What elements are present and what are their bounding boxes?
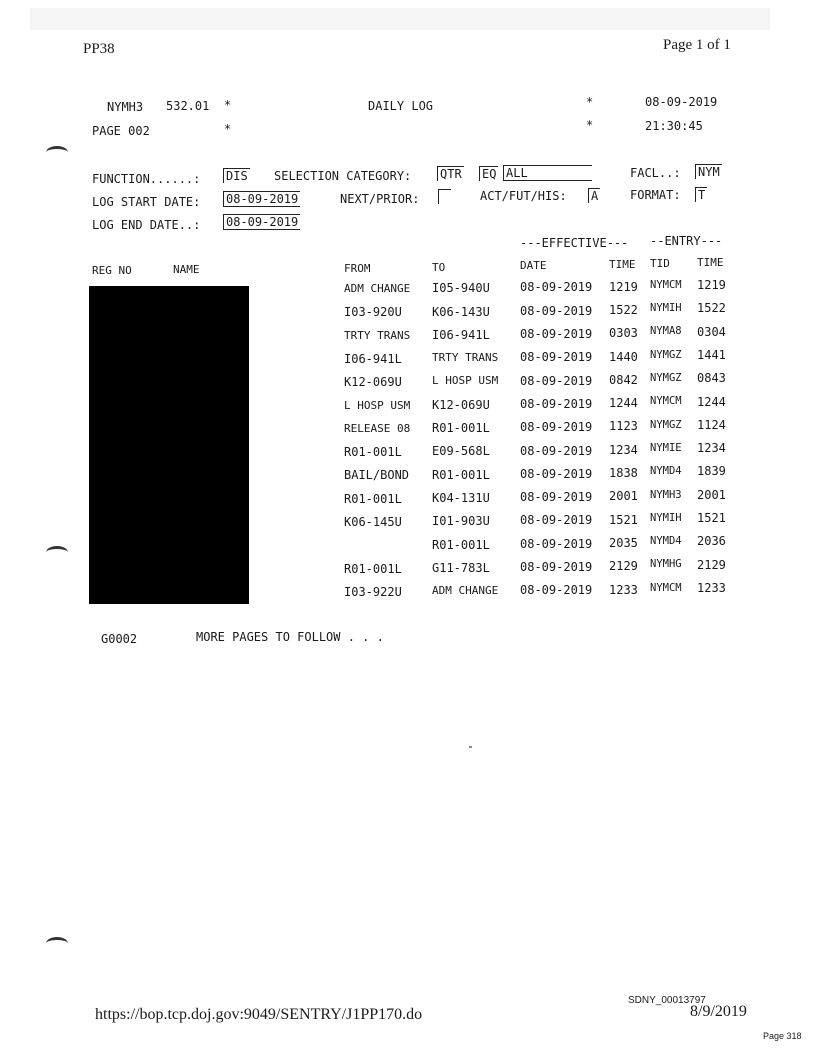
header-star: * (224, 98, 232, 112)
log-title: DAILY LOG (368, 99, 434, 113)
row-date: 08-09-2019 (520, 350, 593, 365)
header-star: * (586, 118, 594, 132)
row-to: K12-069U (432, 397, 490, 412)
row-tid: NYMCM (650, 581, 682, 594)
more-pages-message: MORE PAGES TO FOLLOW . . . (196, 630, 384, 644)
row-date: 08-09-2019 (520, 513, 593, 528)
row-to: I01-903U (432, 514, 490, 529)
row-from: I06-941L (344, 351, 402, 366)
row-entry-time: 1124 (697, 417, 726, 432)
row-from: TRTY TRANS (344, 328, 411, 342)
row-date: 08-09-2019 (520, 327, 593, 341)
row-entry-time: 0843 (697, 371, 726, 386)
punch-hole-middle (46, 546, 68, 559)
row-date: 08-09-2019 (520, 303, 593, 318)
format-label: FORMAT: (630, 188, 681, 202)
scan-speck (469, 746, 472, 748)
row-effective-time: 2035 (609, 535, 638, 550)
bates-number: SDNY_00013797 (628, 995, 706, 1006)
row-date: 08-09-2019 (520, 560, 593, 574)
punch-hole-bottom (46, 937, 68, 950)
row-effective-time: 1234 (609, 442, 638, 457)
row-entry-time: 1441 (697, 347, 726, 362)
row-from: I03-920U (344, 305, 402, 320)
row-date: 08-09-2019 (520, 420, 593, 435)
column-header-reg-no: REG NO (92, 264, 132, 277)
row-to: G11-783L (432, 560, 490, 575)
row-tid: NYMD4 (650, 535, 682, 548)
row-tid: NYMHG (650, 558, 682, 571)
row-effective-time: 1219 (609, 279, 638, 294)
row-from: R01-001L (344, 491, 402, 506)
row-entry-time: 1522 (697, 301, 726, 316)
row-effective-time: 0842 (609, 372, 638, 387)
column-header-from: FROM (344, 262, 371, 275)
footer-code: G0002 (101, 632, 138, 646)
row-to: TRTY TRANS (432, 351, 499, 365)
header-star: * (224, 122, 232, 136)
row-to: ADM CHANGE (432, 584, 499, 598)
format-field[interactable]: T (695, 187, 707, 202)
row-effective-time: 1521 (609, 512, 638, 527)
system-id: NYMH3 (107, 100, 144, 114)
value-field[interactable]: ALL (503, 165, 592, 181)
row-from: I03-922U (344, 584, 402, 599)
row-to: K04-131U (432, 490, 490, 505)
column-header-name: NAME (173, 263, 200, 276)
row-effective-time: 2129 (609, 559, 638, 574)
log-end-date-label: LOG END DATE..: (92, 218, 201, 232)
row-tid: NYMD4 (650, 465, 682, 478)
row-entry-time: 1233 (697, 580, 726, 595)
row-effective-time: 2001 (609, 489, 638, 504)
row-to: E09-568L (432, 444, 490, 459)
column-header-to: TO (432, 261, 446, 274)
row-to: I06-941L (432, 327, 490, 342)
page-stamp: Page 318 (763, 1031, 802, 1041)
act-fut-his-label: ACT/FUT/HIS: (480, 189, 567, 203)
header-time: 21:30:45 (645, 119, 703, 133)
row-to: I05-940U (432, 281, 490, 296)
row-tid: NYMGZ (650, 418, 682, 431)
row-tid: NYMGZ (650, 372, 682, 384)
log-end-date-field[interactable]: 08-09-2019 (223, 214, 300, 230)
scan-artifact (30, 8, 770, 30)
row-date: 08-09-2019 (520, 490, 593, 505)
row-effective-time: 1838 (609, 466, 638, 480)
column-header-date: DATE (520, 259, 547, 272)
row-entry-time: 1234 (697, 441, 726, 456)
row-from: K06-145U (344, 515, 402, 529)
row-entry-time: 1521 (697, 511, 726, 525)
column-header-entry-time: TIME (697, 256, 724, 269)
row-date: 08-09-2019 (520, 280, 593, 295)
row-tid: NYMIH (650, 302, 682, 315)
entry-group-header: --ENTRY--- (650, 234, 723, 248)
row-from: BAIL/BOND (344, 468, 410, 483)
print-date: 8/9/2019 (690, 1003, 747, 1020)
row-entry-time: 2001 (697, 487, 726, 502)
selection-category-label: SELECTION CATEGORY: (274, 169, 412, 183)
selection-category-field[interactable]: QTR (437, 166, 464, 181)
act-fut-his-field[interactable]: A (588, 188, 600, 203)
header-star: * (586, 95, 594, 109)
row-date: 08-09-2019 (520, 583, 593, 598)
row-from: L HOSP USM (344, 398, 411, 412)
row-from: RELEASE 08 (344, 421, 411, 435)
row-entry-time: 1839 (697, 464, 726, 479)
column-header-tid: TID (650, 257, 670, 270)
row-entry-time: 1219 (697, 278, 726, 292)
header-date: 08-09-2019 (645, 95, 718, 109)
row-date: 08-09-2019 (520, 396, 593, 411)
effective-group-header: ---EFFECTIVE--- (520, 236, 629, 250)
row-date: 08-09-2019 (520, 466, 593, 481)
log-start-date-label: LOG START DATE: (92, 195, 201, 209)
page-number: PAGE 002 (92, 124, 150, 138)
log-start-date-field[interactable]: 08-09-2019 (223, 191, 300, 207)
row-from: ADM CHANGE (344, 282, 411, 295)
row-tid: NYMCM (650, 278, 682, 291)
next-prior-field[interactable] (438, 189, 451, 204)
function-label: FUNCTION......: (92, 172, 201, 186)
row-date: 08-09-2019 (520, 443, 593, 458)
operator-field[interactable]: EQ (479, 166, 498, 181)
facl-field[interactable]: NYM (695, 164, 722, 179)
row-tid: NYMA8 (650, 325, 682, 338)
row-entry-time: 2129 (697, 557, 726, 572)
row-tid: NYMGZ (650, 348, 682, 361)
redaction-block (89, 286, 249, 604)
row-tid: NYMH3 (650, 488, 682, 501)
punch-hole-top (46, 146, 68, 159)
row-to: R01-001L (432, 537, 490, 552)
row-from: R01-001L (344, 561, 402, 576)
row-date: 08-09-2019 (520, 536, 593, 551)
row-effective-time: 1233 (609, 582, 638, 597)
row-entry-time: 0304 (697, 324, 726, 339)
row-effective-time: 1244 (609, 396, 638, 411)
row-to: R01-001L (432, 421, 490, 435)
row-to: L HOSP USM (432, 374, 499, 388)
row-date: 08-09-2019 (520, 373, 593, 388)
row-effective-time: 1522 (609, 302, 638, 317)
row-from: R01-001L (344, 445, 402, 460)
function-field[interactable]: DIS (223, 168, 250, 183)
page-label: Page 1 of 1 (663, 37, 731, 53)
column-header-time: TIME (609, 258, 636, 271)
row-effective-time: 1123 (609, 419, 638, 434)
row-from: K12-069U (344, 375, 402, 390)
row-tid: NYMIE (650, 441, 682, 454)
row-entry-time: 1244 (697, 394, 726, 409)
row-tid: NYMCM (650, 395, 682, 408)
row-effective-time: 1440 (609, 349, 638, 364)
row-to: R01-001L (432, 467, 490, 482)
row-to: K06-143U (432, 304, 490, 319)
source-url: https://bop.tcp.doj.gov:9049/SENTRY/J1PP170.do (95, 1006, 423, 1023)
row-tid: NYMIH (650, 511, 682, 524)
system-code: 532.01 (166, 99, 210, 113)
next-prior-label: NEXT/PRIOR: (340, 192, 420, 206)
facl-label: FACL..: (630, 166, 681, 180)
document-id: PP38 (83, 41, 115, 57)
row-entry-time: 2036 (697, 534, 726, 549)
row-effective-time: 0303 (609, 326, 638, 341)
